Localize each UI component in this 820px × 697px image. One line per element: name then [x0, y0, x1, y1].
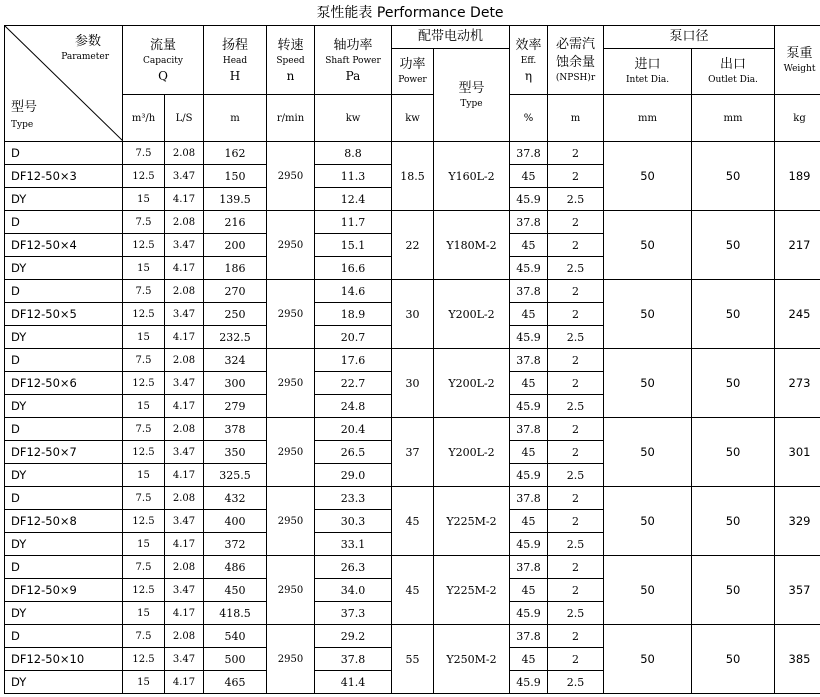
- capacity-ls-cell: 3.47: [165, 303, 204, 326]
- head-cell: 400: [204, 510, 267, 533]
- head-cell: 300: [204, 372, 267, 395]
- npsh-cell: 2: [548, 165, 604, 188]
- table-row: [5, 418, 820, 441]
- npsh-cell: 2: [548, 556, 604, 579]
- npsh-cell: 2.5: [548, 533, 604, 556]
- npsh-cell: 2: [548, 372, 604, 395]
- outlet-dia-cell: 50: [692, 280, 775, 349]
- capacity-m3h-cell: 7.5: [123, 556, 165, 579]
- capacity-m3h-cell: 15: [123, 464, 165, 487]
- npsh-cell: 2.5: [548, 395, 604, 418]
- shaft-power-cell: 34.0: [315, 579, 392, 602]
- capacity-ls-cell: 3.47: [165, 441, 204, 464]
- capacity-m3h-cell: 12.5: [123, 510, 165, 533]
- table-row: [5, 280, 820, 303]
- shaft-power-cell: 24.8: [315, 395, 392, 418]
- weight-cell: 273: [775, 349, 820, 418]
- capacity-ls-cell: 3.47: [165, 165, 204, 188]
- shaft-power-cell: 14.6: [315, 280, 392, 303]
- model-name-cell: D: [5, 142, 123, 165]
- outlet-dia-cell: 50: [692, 211, 775, 280]
- capacity-m3h-cell: 7.5: [123, 349, 165, 372]
- capacity-m3h-cell: 7.5: [123, 487, 165, 510]
- speed-cell: 2950: [267, 418, 315, 487]
- capacity-ls-cell: 4.17: [165, 602, 204, 625]
- capacity-header: 流量 Capacity Q: [123, 26, 204, 95]
- npsh-cell: 2: [548, 349, 604, 372]
- model-name-cell: DY: [5, 533, 123, 556]
- capacity-ls-cell: 4.17: [165, 671, 204, 694]
- shaft-power-cell: 17.6: [315, 349, 392, 372]
- npsh-cell: 2.5: [548, 257, 604, 280]
- shaft-power-cell: 18.9: [315, 303, 392, 326]
- npsh-header: 必需汽 蚀余量 (NPSH)r: [548, 26, 604, 95]
- head-cell: 325.5: [204, 464, 267, 487]
- eff-cell: 45: [510, 441, 548, 464]
- eff-cell: 45: [510, 579, 548, 602]
- table-row: [5, 625, 820, 648]
- npsh-cell: 2.5: [548, 326, 604, 349]
- motor-type-cell: Y180M-2: [434, 211, 510, 280]
- head-cell: 162: [204, 142, 267, 165]
- npsh-cell: 2: [548, 211, 604, 234]
- motor-power-cell: 37: [392, 418, 434, 487]
- motor-power-header: 功率 Power: [392, 49, 434, 95]
- shaft-power-cell: 33.1: [315, 533, 392, 556]
- inlet-dia-cell: 50: [604, 418, 692, 487]
- outlet-dia-cell: 50: [692, 349, 775, 418]
- npsh-cell: 2: [548, 234, 604, 257]
- motor-power-cell: 45: [392, 487, 434, 556]
- motor-type-cell: Y200L-2: [434, 280, 510, 349]
- model-name-cell: DF12-50×10: [5, 648, 123, 671]
- shaft-power-cell: 11.7: [315, 211, 392, 234]
- model-name-cell: DY: [5, 602, 123, 625]
- weight-cell: 217: [775, 211, 820, 280]
- npsh-cell: 2: [548, 441, 604, 464]
- dia-header: 泵口径: [604, 26, 775, 49]
- capacity-m3h-cell: 15: [123, 602, 165, 625]
- param-en-label: Parameter: [61, 52, 109, 62]
- outlet-dia-cell: 50: [692, 418, 775, 487]
- weight-cell: 245: [775, 280, 820, 349]
- capacity-ls-cell: 3.47: [165, 510, 204, 533]
- model-name-cell: DY: [5, 671, 123, 694]
- inlet-dia-cell: 50: [604, 280, 692, 349]
- speed-cell: 2950: [267, 211, 315, 280]
- capacity-m3h-cell: 12.5: [123, 372, 165, 395]
- shaft-power-cell: 12.4: [315, 188, 392, 211]
- capacity-m3h-cell: 12.5: [123, 165, 165, 188]
- npsh-cell: 2: [548, 510, 604, 533]
- shaft-power-cell: 16.6: [315, 257, 392, 280]
- unit-inlet: mm: [604, 95, 692, 142]
- head-cell: 270: [204, 280, 267, 303]
- capacity-m3h-cell: 12.5: [123, 648, 165, 671]
- capacity-m3h-cell: 7.5: [123, 280, 165, 303]
- capacity-m3h-cell: 7.5: [123, 418, 165, 441]
- unit-head: m: [204, 95, 267, 142]
- npsh-cell: 2: [548, 579, 604, 602]
- weight-cell: 357: [775, 556, 820, 625]
- eff-cell: 45.9: [510, 188, 548, 211]
- shaft-power-cell: 37.8: [315, 648, 392, 671]
- type-zh-label: 型号: [11, 100, 38, 115]
- head-cell: 500: [204, 648, 267, 671]
- eff-cell: 45: [510, 372, 548, 395]
- head-cell: 450: [204, 579, 267, 602]
- capacity-ls-cell: 2.08: [165, 142, 204, 165]
- npsh-cell: 2: [548, 280, 604, 303]
- npsh-cell: 2: [548, 625, 604, 648]
- capacity-m3h-cell: 15: [123, 395, 165, 418]
- motor-power-cell: 18.5: [392, 142, 434, 211]
- capacity-m3h-cell: 15: [123, 257, 165, 280]
- eff-cell: 45.9: [510, 257, 548, 280]
- shaft-power-cell: 30.3: [315, 510, 392, 533]
- model-name-cell: D: [5, 280, 123, 303]
- shaft-power-cell: 23.3: [315, 487, 392, 510]
- outlet-dia-cell: 50: [692, 556, 775, 625]
- head-cell: 372: [204, 533, 267, 556]
- capacity-m3h-cell: 12.5: [123, 441, 165, 464]
- model-name-cell: DY: [5, 326, 123, 349]
- speed-header: 转速 Speed n: [267, 26, 315, 95]
- motor-power-cell: 30: [392, 280, 434, 349]
- inlet-dia-cell: 50: [604, 625, 692, 694]
- shaft-power-cell: 15.1: [315, 234, 392, 257]
- type-en-label: Type: [11, 120, 34, 130]
- eff-cell: 45: [510, 303, 548, 326]
- unit-power: kw: [392, 95, 434, 142]
- inlet-dia-cell: 50: [604, 487, 692, 556]
- head-cell: 186: [204, 257, 267, 280]
- eff-cell: 37.8: [510, 280, 548, 303]
- motor-power-cell: 55: [392, 625, 434, 694]
- eff-cell: 37.8: [510, 142, 548, 165]
- outlet-header: 出口 Outlet Dia.: [692, 49, 775, 95]
- head-cell: 378: [204, 418, 267, 441]
- table-row: [5, 211, 820, 234]
- npsh-cell: 2.5: [548, 464, 604, 487]
- model-name-cell: DY: [5, 395, 123, 418]
- head-cell: 486: [204, 556, 267, 579]
- capacity-ls-cell: 2.08: [165, 487, 204, 510]
- capacity-ls-cell: 3.47: [165, 579, 204, 602]
- unit-ls: L/S: [165, 95, 204, 142]
- model-name-cell: DF12-50×3: [5, 165, 123, 188]
- model-name-cell: D: [5, 556, 123, 579]
- capacity-m3h-cell: 15: [123, 533, 165, 556]
- motor-power-cell: 45: [392, 556, 434, 625]
- outlet-dia-cell: 50: [692, 142, 775, 211]
- head-cell: 324: [204, 349, 267, 372]
- eff-cell: 37.8: [510, 556, 548, 579]
- capacity-ls-cell: 4.17: [165, 464, 204, 487]
- capacity-m3h-cell: 15: [123, 671, 165, 694]
- shaft-power-cell: 29.2: [315, 625, 392, 648]
- npsh-cell: 2.5: [548, 671, 604, 694]
- head-cell: 418.5: [204, 602, 267, 625]
- capacity-ls-cell: 2.08: [165, 211, 204, 234]
- eff-cell: 37.8: [510, 211, 548, 234]
- model-name-cell: D: [5, 418, 123, 441]
- capacity-ls-cell: 2.08: [165, 418, 204, 441]
- shaft-power-cell: 29.0: [315, 464, 392, 487]
- eff-cell: 37.8: [510, 418, 548, 441]
- capacity-ls-cell: 3.47: [165, 234, 204, 257]
- eff-cell: 45.9: [510, 533, 548, 556]
- head-cell: 139.5: [204, 188, 267, 211]
- shaft-power-cell: 26.5: [315, 441, 392, 464]
- inlet-dia-cell: 50: [604, 211, 692, 280]
- capacity-m3h-cell: 15: [123, 188, 165, 211]
- param-zh-label: 参数: [74, 34, 101, 49]
- model-name-cell: DF12-50×5: [5, 303, 123, 326]
- model-name-cell: DY: [5, 257, 123, 280]
- motor-power-cell: 30: [392, 349, 434, 418]
- capacity-ls-cell: 2.08: [165, 556, 204, 579]
- eff-cell: 37.8: [510, 487, 548, 510]
- model-name-cell: DF12-50×6: [5, 372, 123, 395]
- table-title: 泵性能表 Performance Dete: [316, 5, 504, 21]
- speed-cell: 2950: [267, 280, 315, 349]
- capacity-ls-cell: 4.17: [165, 326, 204, 349]
- eff-cell: 37.8: [510, 349, 548, 372]
- shaft-power-header: 轴功率 Shaft Power Pa: [315, 26, 392, 95]
- model-name-cell: DY: [5, 464, 123, 487]
- head-cell: 150: [204, 165, 267, 188]
- unit-eff: %: [510, 95, 548, 142]
- capacity-m3h-cell: 7.5: [123, 625, 165, 648]
- head-cell: 216: [204, 211, 267, 234]
- capacity-m3h-cell: 12.5: [123, 303, 165, 326]
- weight-cell: 329: [775, 487, 820, 556]
- head-header: 扬程 Head H: [204, 26, 267, 95]
- npsh-cell: 2: [548, 487, 604, 510]
- motor-power-cell: 22: [392, 211, 434, 280]
- motor-type-cell: Y160L-2: [434, 142, 510, 211]
- model-name-cell: D: [5, 487, 123, 510]
- npsh-cell: 2: [548, 142, 604, 165]
- inlet-dia-cell: 50: [604, 556, 692, 625]
- shaft-power-cell: 26.3: [315, 556, 392, 579]
- capacity-m3h-cell: 7.5: [123, 142, 165, 165]
- eff-header: 效率 Eff. η: [510, 26, 548, 95]
- npsh-cell: 2.5: [548, 188, 604, 211]
- shaft-power-cell: 11.3: [315, 165, 392, 188]
- capacity-ls-cell: 4.17: [165, 533, 204, 556]
- corner-header: [5, 26, 123, 142]
- unit-outlet: mm: [692, 95, 775, 142]
- performance-table: [4, 25, 820, 694]
- table-row: [5, 556, 820, 579]
- weight-header: 泵重 Weight: [775, 26, 820, 95]
- npsh-cell: 2: [548, 418, 604, 441]
- inlet-header: 进口 Intet Dia.: [604, 49, 692, 95]
- unit-shaft: kw: [315, 95, 392, 142]
- head-cell: 465: [204, 671, 267, 694]
- eff-cell: 45: [510, 165, 548, 188]
- head-cell: 432: [204, 487, 267, 510]
- shaft-power-cell: 41.4: [315, 671, 392, 694]
- speed-cell: 2950: [267, 349, 315, 418]
- table-row: [5, 349, 820, 372]
- capacity-m3h-cell: 7.5: [123, 211, 165, 234]
- capacity-m3h-cell: 15: [123, 326, 165, 349]
- weight-cell: 301: [775, 418, 820, 487]
- eff-cell: 45.9: [510, 602, 548, 625]
- motor-type-cell: Y200L-2: [434, 418, 510, 487]
- model-name-cell: D: [5, 211, 123, 234]
- capacity-ls-cell: 2.08: [165, 625, 204, 648]
- head-cell: 200: [204, 234, 267, 257]
- outlet-dia-cell: 50: [692, 487, 775, 556]
- shaft-power-cell: 37.3: [315, 602, 392, 625]
- speed-cell: 2950: [267, 487, 315, 556]
- head-cell: 540: [204, 625, 267, 648]
- weight-cell: 385: [775, 625, 820, 694]
- model-name-cell: D: [5, 349, 123, 372]
- capacity-m3h-cell: 12.5: [123, 234, 165, 257]
- motor-type-cell: Y200L-2: [434, 349, 510, 418]
- eff-cell: 45: [510, 648, 548, 671]
- capacity-ls-cell: 3.47: [165, 372, 204, 395]
- capacity-ls-cell: 4.17: [165, 395, 204, 418]
- speed-cell: 2950: [267, 142, 315, 211]
- speed-cell: 2950: [267, 625, 315, 694]
- weight-cell: 189: [775, 142, 820, 211]
- eff-cell: 45: [510, 510, 548, 533]
- head-cell: 350: [204, 441, 267, 464]
- outlet-dia-cell: 50: [692, 625, 775, 694]
- model-name-cell: DF12-50×7: [5, 441, 123, 464]
- capacity-ls-cell: 2.08: [165, 349, 204, 372]
- unit-speed: r/min: [267, 95, 315, 142]
- eff-cell: 45.9: [510, 671, 548, 694]
- capacity-ls-cell: 2.08: [165, 280, 204, 303]
- capacity-ls-cell: 3.47: [165, 648, 204, 671]
- shaft-power-cell: 20.7: [315, 326, 392, 349]
- unit-weight: kg: [775, 95, 820, 142]
- npsh-cell: 2: [548, 648, 604, 671]
- shaft-power-cell: 8.8: [315, 142, 392, 165]
- table-row: [5, 487, 820, 510]
- speed-cell: 2950: [267, 556, 315, 625]
- motor-header: 配带电动机: [392, 26, 510, 49]
- inlet-dia-cell: 50: [604, 142, 692, 211]
- head-cell: 232.5: [204, 326, 267, 349]
- eff-cell: 37.8: [510, 625, 548, 648]
- unit-npsh: m: [548, 95, 604, 142]
- motor-type-header: 型号 Type: [434, 49, 510, 142]
- npsh-cell: 2: [548, 303, 604, 326]
- table-row: [5, 142, 820, 165]
- eff-cell: 45: [510, 234, 548, 257]
- eff-cell: 45.9: [510, 464, 548, 487]
- eff-cell: 45.9: [510, 395, 548, 418]
- inlet-dia-cell: 50: [604, 349, 692, 418]
- npsh-cell: 2.5: [548, 602, 604, 625]
- unit-m3h: m³/h: [123, 95, 165, 142]
- motor-type-cell: Y225M-2: [434, 556, 510, 625]
- capacity-ls-cell: 4.17: [165, 257, 204, 280]
- capacity-ls-cell: 4.17: [165, 188, 204, 211]
- model-name-cell: DF12-50×4: [5, 234, 123, 257]
- shaft-power-cell: 22.7: [315, 372, 392, 395]
- model-name-cell: D: [5, 625, 123, 648]
- shaft-power-cell: 20.4: [315, 418, 392, 441]
- eff-cell: 45.9: [510, 326, 548, 349]
- capacity-m3h-cell: 12.5: [123, 579, 165, 602]
- motor-type-cell: Y250M-2: [434, 625, 510, 694]
- head-cell: 250: [204, 303, 267, 326]
- model-name-cell: DY: [5, 188, 123, 211]
- model-name-cell: DF12-50×8: [5, 510, 123, 533]
- head-cell: 279: [204, 395, 267, 418]
- model-name-cell: DF12-50×9: [5, 579, 123, 602]
- motor-type-cell: Y225M-2: [434, 487, 510, 556]
